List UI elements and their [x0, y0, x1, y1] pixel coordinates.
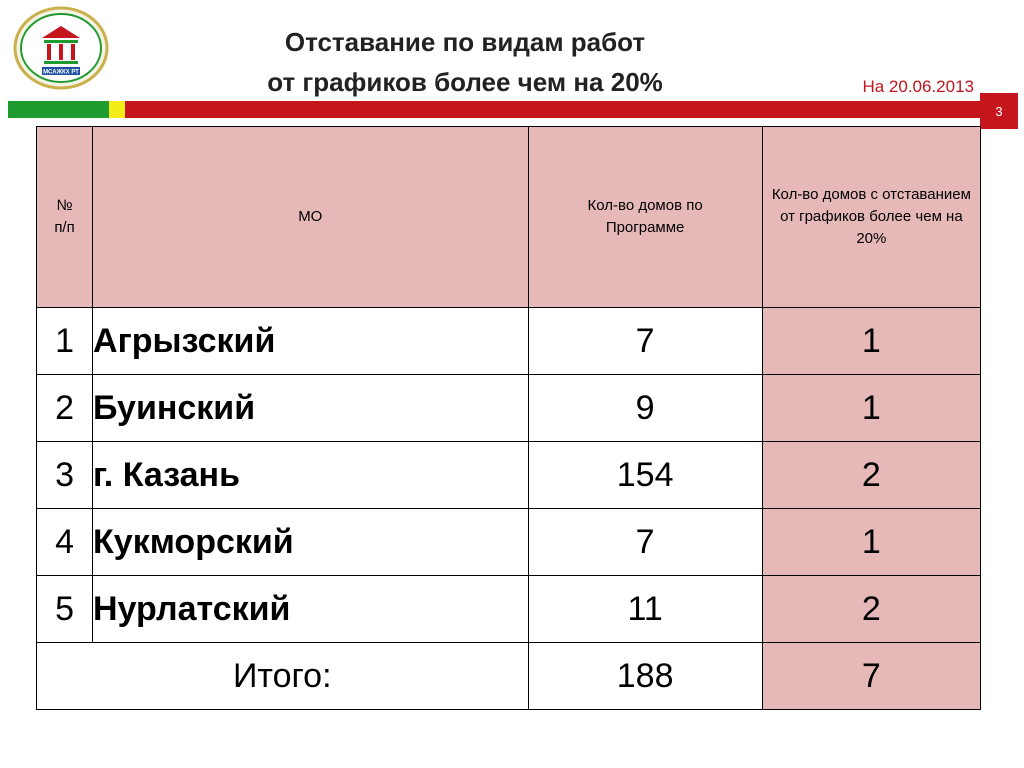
row-num: 3: [37, 442, 93, 509]
row-lag: 2: [762, 576, 980, 643]
table-row: [37, 308, 981, 375]
title-line-2: от графиков более чем на 20%: [267, 67, 663, 97]
report-date: На 20.06.2013: [862, 77, 974, 96]
row-program: 7: [528, 509, 762, 576]
header-mo: МО: [93, 127, 528, 308]
lag-table: [36, 126, 981, 710]
ministry-logo: [12, 6, 110, 94]
header-lag-text: Кол-во домов с отставанием от графиков более чем на 20%: [771, 186, 971, 247]
row-num: 1: [37, 308, 93, 375]
row-program: 11: [528, 576, 762, 643]
total-label: Итого:: [37, 643, 529, 710]
total-row: [37, 643, 981, 710]
header-lag: [762, 127, 980, 308]
row-num: 4: [37, 509, 93, 576]
row-mo: г. Казань: [93, 442, 528, 509]
table-row: [37, 509, 981, 576]
svg-text:МСАЖКХ РТ: МСАЖКХ РТ: [43, 69, 79, 76]
total-program: 188: [528, 643, 762, 710]
header-num: [37, 127, 93, 308]
header-num-line2: п/п: [54, 219, 75, 236]
total-lag: 7: [762, 643, 980, 710]
row-mo: Агрызский: [93, 308, 528, 375]
red-stripe: [125, 101, 980, 118]
yellow-stripe: [109, 101, 125, 118]
page-title: [150, 22, 780, 102]
row-num: 5: [37, 576, 93, 643]
header-num-line1: №: [56, 197, 73, 214]
title-line-1: Отставание по видам работ: [284, 27, 646, 57]
header-program: [528, 127, 762, 308]
row-mo: Кукморский: [93, 509, 528, 576]
page-number-badge: 3: [980, 93, 1018, 129]
table-row: [37, 375, 981, 442]
row-num: 2: [37, 375, 93, 442]
header-program-text: Кол-во домов по Программе: [587, 197, 703, 236]
row-lag: 1: [762, 509, 980, 576]
row-program: 7: [528, 308, 762, 375]
row-lag: 2: [762, 442, 980, 509]
row-program: 9: [528, 375, 762, 442]
row-lag: 1: [762, 308, 980, 375]
table-row: [37, 576, 981, 643]
row-mo: Нурлатский: [93, 576, 528, 643]
row-program: 154: [528, 442, 762, 509]
row-mo: Буинский: [93, 375, 528, 442]
table-header-row: [37, 127, 981, 308]
green-stripe: [8, 101, 109, 118]
row-lag: 1: [762, 375, 980, 442]
table-row: [37, 442, 981, 509]
